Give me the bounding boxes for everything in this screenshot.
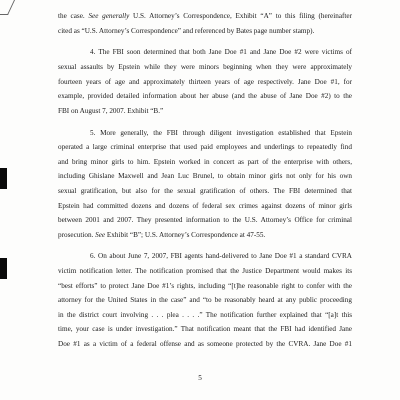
text-line: operated a large criminal enterprise that used paid employees and underlings to repeatedly find [58,143,352,152]
document-body [58,9,352,352]
text-line: time, your case is under investigation.” That notification meant that the FBI had identified Jane [58,325,352,334]
text-line: the case. See generally U.S. Attorney’s Correspondence, Exhibit “A” to this filing (hereinafter [58,12,352,20]
page-number: 5 [198,374,202,382]
text-line: sexual gratification, but also for the sexual gratification of others. The FBI determined that [58,186,352,195]
paragraph-intro [58,9,352,38]
page-corner-mark [0,0,15,15]
text-line: 5. More generally, the FBI through diligent investigation established that Epstein [90,128,352,137]
text-line: fourteen years of age and approximately thirteen years of age respectively. Jane Doe #1, for [58,77,352,86]
text-line: prosecution. See Exhibit “B”; U.S. Attorney’s Correspondence at 47-55. [58,230,266,239]
text-line: 4. The FBI soon determined that both Jane Doe #1 and Jane Doe #2 were victims of [90,48,352,57]
text-line: victim notification letter. The notification promised that the Justice Department would makes its [58,267,352,276]
redaction-bar [0,258,7,279]
text-line: in the district court involving . . . plea . . . .” The notification further explained that “[a]t this [58,310,352,319]
text-line: Doe #1 as a victim of a federal offense and as someone protected by the CVRA. Jane Doe #1 [58,340,352,349]
paragraph-4 [58,45,352,118]
paragraph-6 [58,249,352,351]
text-line: between 2001 and 2007. They presented information to the U.S. Attorney’s Office for criminal [58,216,352,225]
text-line: sexual assaults by Epstein while they were minors beginning when they were approximately [58,62,352,71]
text-line: and bring minor girls to him. Epstein worked in concert as part of the enterprise with others, [58,157,352,166]
text-line: FBI on August 7, 2007. Exhibit “B.” [58,106,164,115]
redaction-bar [0,168,7,189]
text-line: Epstein had committed dozens and dozens of federal sex crimes against dozens of minor girls [58,201,352,210]
text-line: example, provided detailed information about her abuse (and the abuse of Jane Doe #2) to the [58,92,352,101]
paragraph-5 [58,126,352,243]
text-line: attorney for the United States in the case” and “to be reasonably heard at any public proceeding [58,296,352,305]
text-line: including Ghislane Maxwell and Jean Luc Brunel, to obtain minor girls not only for his own [58,172,352,181]
text-line: cited as “U.S. Attorney’s Correspondence” and referenced by Bates page number stamp). [58,26,315,35]
text-line: 6. On about June 7, 2007, FBI agents hand-delivered to Jane Doe #1 a standard CVRA [90,252,352,261]
text-line: “best efforts” to protect Jane Doe #1’s rights, including “[t]he reasonable right to confer with the [58,281,352,290]
